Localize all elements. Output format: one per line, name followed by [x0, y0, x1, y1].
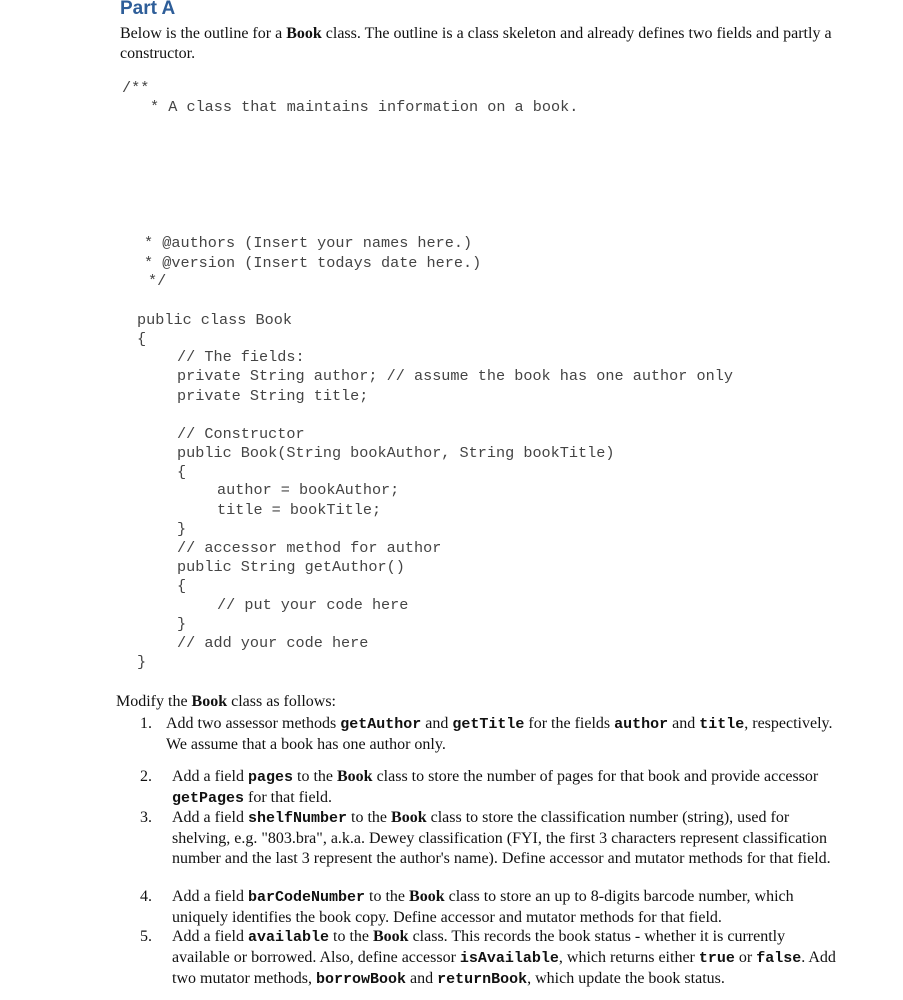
code-line: public String getAuthor()	[177, 558, 405, 576]
code-line: author = bookAuthor;	[217, 481, 400, 499]
code-line: title = bookTitle;	[217, 501, 382, 519]
code-line: * A class that maintains information on a book.	[150, 98, 579, 116]
item-text	[166, 714, 836, 755]
section-heading: Part A	[120, 0, 176, 19]
intro-text-rest: class. The outline is a class skeleton and already defines two fields and partly a constructor.	[120, 25, 832, 62]
code-line: public Book(String bookAuthor, String bookTitle)	[177, 444, 615, 462]
code-term: barCodeNumber	[247, 889, 366, 906]
code-line: /**	[122, 79, 150, 97]
class-term: Book	[337, 768, 373, 785]
item-number: 5.	[140, 928, 152, 945]
modify-instruction	[116, 693, 336, 711]
code-line: {	[177, 577, 187, 595]
text-run: class to store the number of pages for that book and provide accessor	[372, 768, 819, 785]
item-number: 1.	[140, 715, 152, 732]
code-term: shelfNumber	[247, 810, 348, 827]
code-term: returnBook	[437, 971, 528, 988]
item-text	[172, 887, 842, 928]
text-run: and	[406, 970, 438, 987]
code-term: pages	[247, 769, 293, 786]
text-run: class to store the classification number (string), used for shelving, e.g. "803.bra", a.k.a. Dewey classification (FYI, the first 3 characters represent classification number and the last 3 represent the author's name). Define accessor and mutator methods for that field.	[172, 809, 831, 867]
code-line: */	[148, 272, 167, 290]
code-line: // accessor method for author	[177, 539, 442, 557]
code-line: // The fields:	[177, 348, 305, 366]
intro-paragraph	[120, 24, 840, 64]
text-run: Add a field	[172, 888, 248, 905]
text-run: Add two assessor methods	[166, 715, 341, 732]
text-run: Add a field	[172, 809, 248, 826]
text-run: , respectively. We assume that a book has one author only.	[166, 715, 833, 753]
text-run: and	[668, 715, 700, 732]
code-term: getTitle	[452, 716, 525, 733]
item-text	[172, 927, 842, 990]
class-term: Book	[391, 809, 427, 826]
code-term: true	[698, 950, 735, 967]
code-line: // add your code here	[177, 634, 369, 652]
item-text	[172, 808, 842, 869]
code-line: // Constructor	[177, 425, 305, 443]
code-line: // put your code here	[217, 596, 409, 614]
code-term: available	[247, 929, 329, 946]
modify-text-rest: class as follows:	[227, 693, 336, 710]
class-term: Book	[373, 928, 409, 945]
code-line: private String author; // assume the book has one author only	[177, 367, 733, 385]
text-run: , which update the book status.	[527, 970, 725, 987]
text-run: class to store an up to 8-digits barcode number, which uniquely identifies the book copy. Define accessor and mutator methods for that field.	[172, 888, 794, 926]
text-run: , which returns either	[558, 949, 699, 966]
code-line: * @version (Insert todays date here.)	[144, 254, 482, 272]
text-run: Add a field	[172, 928, 248, 945]
code-term: getAuthor	[340, 716, 422, 733]
code-term: title	[699, 716, 745, 733]
class-term: Book	[409, 888, 445, 905]
code-term: getPages	[172, 790, 245, 807]
text-run: for that field.	[244, 789, 332, 806]
text-run: or	[734, 949, 757, 966]
text-run: . Add two mutator methods,	[172, 949, 836, 987]
code-line: * @authors (Insert your names here.)	[144, 234, 473, 252]
modify-book: Book	[191, 693, 228, 710]
intro-book: Book	[286, 25, 322, 42]
modify-text: Modify the	[116, 693, 192, 710]
text-run: to the	[347, 809, 392, 826]
intro-text: Below is the outline for a	[120, 25, 287, 42]
item-number: 2.	[140, 768, 152, 785]
code-line: public class Book	[137, 311, 292, 329]
item-number: 4.	[140, 888, 152, 905]
code-line: {	[137, 330, 147, 348]
code-line: }	[137, 653, 147, 671]
code-line: }	[177, 615, 187, 633]
code-line: private String title;	[177, 387, 369, 405]
code-line: {	[177, 463, 187, 481]
text-run: to the	[329, 928, 373, 945]
code-line: }	[177, 520, 187, 538]
item-number: 3.	[140, 809, 152, 826]
code-term: false	[756, 950, 802, 967]
text-run: to the	[365, 888, 410, 905]
code-term: author	[614, 716, 669, 733]
code-term: isAvailable	[459, 950, 559, 967]
code-term: borrowBook	[315, 971, 406, 988]
text-run: Add a field	[172, 768, 248, 785]
text-run: class. This records the book status - whether it is currently available or borrowed. Also, define accessor	[172, 928, 786, 966]
text-run: and	[421, 715, 453, 732]
text-run: for the fields	[524, 715, 615, 732]
item-text	[172, 767, 842, 809]
text-run: to the	[293, 768, 337, 785]
